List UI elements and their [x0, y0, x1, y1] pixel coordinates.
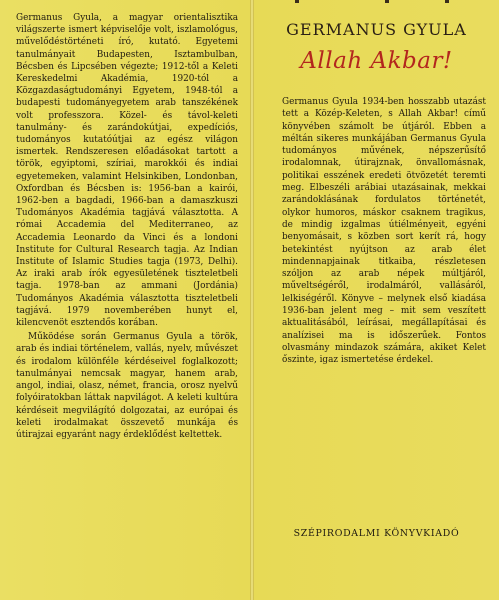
- fold-divider: [250, 0, 254, 600]
- book-title: Allah Akbar!: [300, 48, 453, 74]
- bio-paragraph-2: Működése során Germanus Gyula a török, arab és indiai történelem, vallás, nyelv, művészet és irodalom különféle kérdéseivel foglalkozott; tanulmányai nemcsak magyar, hanem arab, angol, indiai, olasz, német, francia, orosz nyelvű folyóiratokban láttak napvilágot. A keleti kultúra kérdéseit megvilágító dolgozatai, az európai és keleti irodalmakat összevető munkája és útirajzai egyaránt nagy érdeklődést keltettek.: [16, 332, 238, 440]
- author-bio-column: [16, 12, 238, 441]
- description-paragraph: Germanus Gyula 1934-ben hosszabb utazást tett a Közép-Keleten, s Allah Akbar! című könyvében számolt be útjáról. Ebben a méltán sikeres munkájában Germanus Gyula tudományos művének, népszerűsítő irodalomnak, útirajznak, önvallomásnak, politikai esszének eredeti ötvözetét teremti meg. Elbeszéli arábiai utazásainak, mekkai zarándoklásának fordulatos történetét, olykor humoros, máskor csaknem tragikus, de mindig izgalmas útiélményeit, egyéni benyomásait, s közben sort kerít rá, hogy betekintést nyújtson az arab élet mindennapjainak titkaiba, részletesen szóljon az arab népek múltjáról, műveltségéről, irodalmáról, vallásáról, lelkiségéről. Könyve – melynek első kiadása 1936-ban jelent meg – mit sem veszített aktualitásából, leírásai, megállapításai és analízisei ma is időszerűek. Fontos olvasmány mindazok számára, akiket Kelet őszinte, igaz ismertetése érdekel.: [282, 97, 486, 366]
- top-edge-marks: [295, 0, 495, 4]
- bio-paragraph-1: Germanus Gyula, a magyar orientalisztika világszerte ismert képviselője volt, iszlamológus, művelődéstörténeti író, kutató. Egyetemi tanulmányait Budapesten, Isztambulban, Bécsben és Lipcsében végezte; 1912-től a Keleti Kereskedelmi Akadémia, 1920-tól a Közgazdaságtudományi Egyetem, 1948-tól a budapesti tudományegyetem arab tanszékének volt professzora. Közel- és távol-keleti tanulmány- és zarándokútjai, expedíciós, tudományos kutatóútjai az egész világon ismertek. Rendszeresen előadásokat tartott a török, egyiptomi, szíriai, marokkói és indiai egyetemeken, valamint Helsinkiben, Londonban, Oxfordban és Bécsben is: 1956-ban a kairói, 1962-ben a bagdadi, 1966-ban a damaszkuszi Tudományos Akadémia tagjává választotta. A római Accademia del Mediterraneo, az Accademia Leonardo da Vinci és a londoni Institute for Cultural Research tagja. Az Indian Institute of Islamic Studies tagja (1973, Delhi). Az iraki arab írók egyesületének tiszteletbeli tagja. 1978-ban az ammani (Jordánia) Tudományos Akadémia választotta tiszteletbeli tagjává. 1979 novemberében hunyt el, kilencvenöt esztendős korában.: [16, 13, 238, 329]
- book-description-column: [282, 96, 486, 367]
- publisher-name: SZÉPIRODALMI KÖNYVKIADÓ: [293, 528, 460, 539]
- author-name: GERMANUS GYULA: [286, 20, 467, 39]
